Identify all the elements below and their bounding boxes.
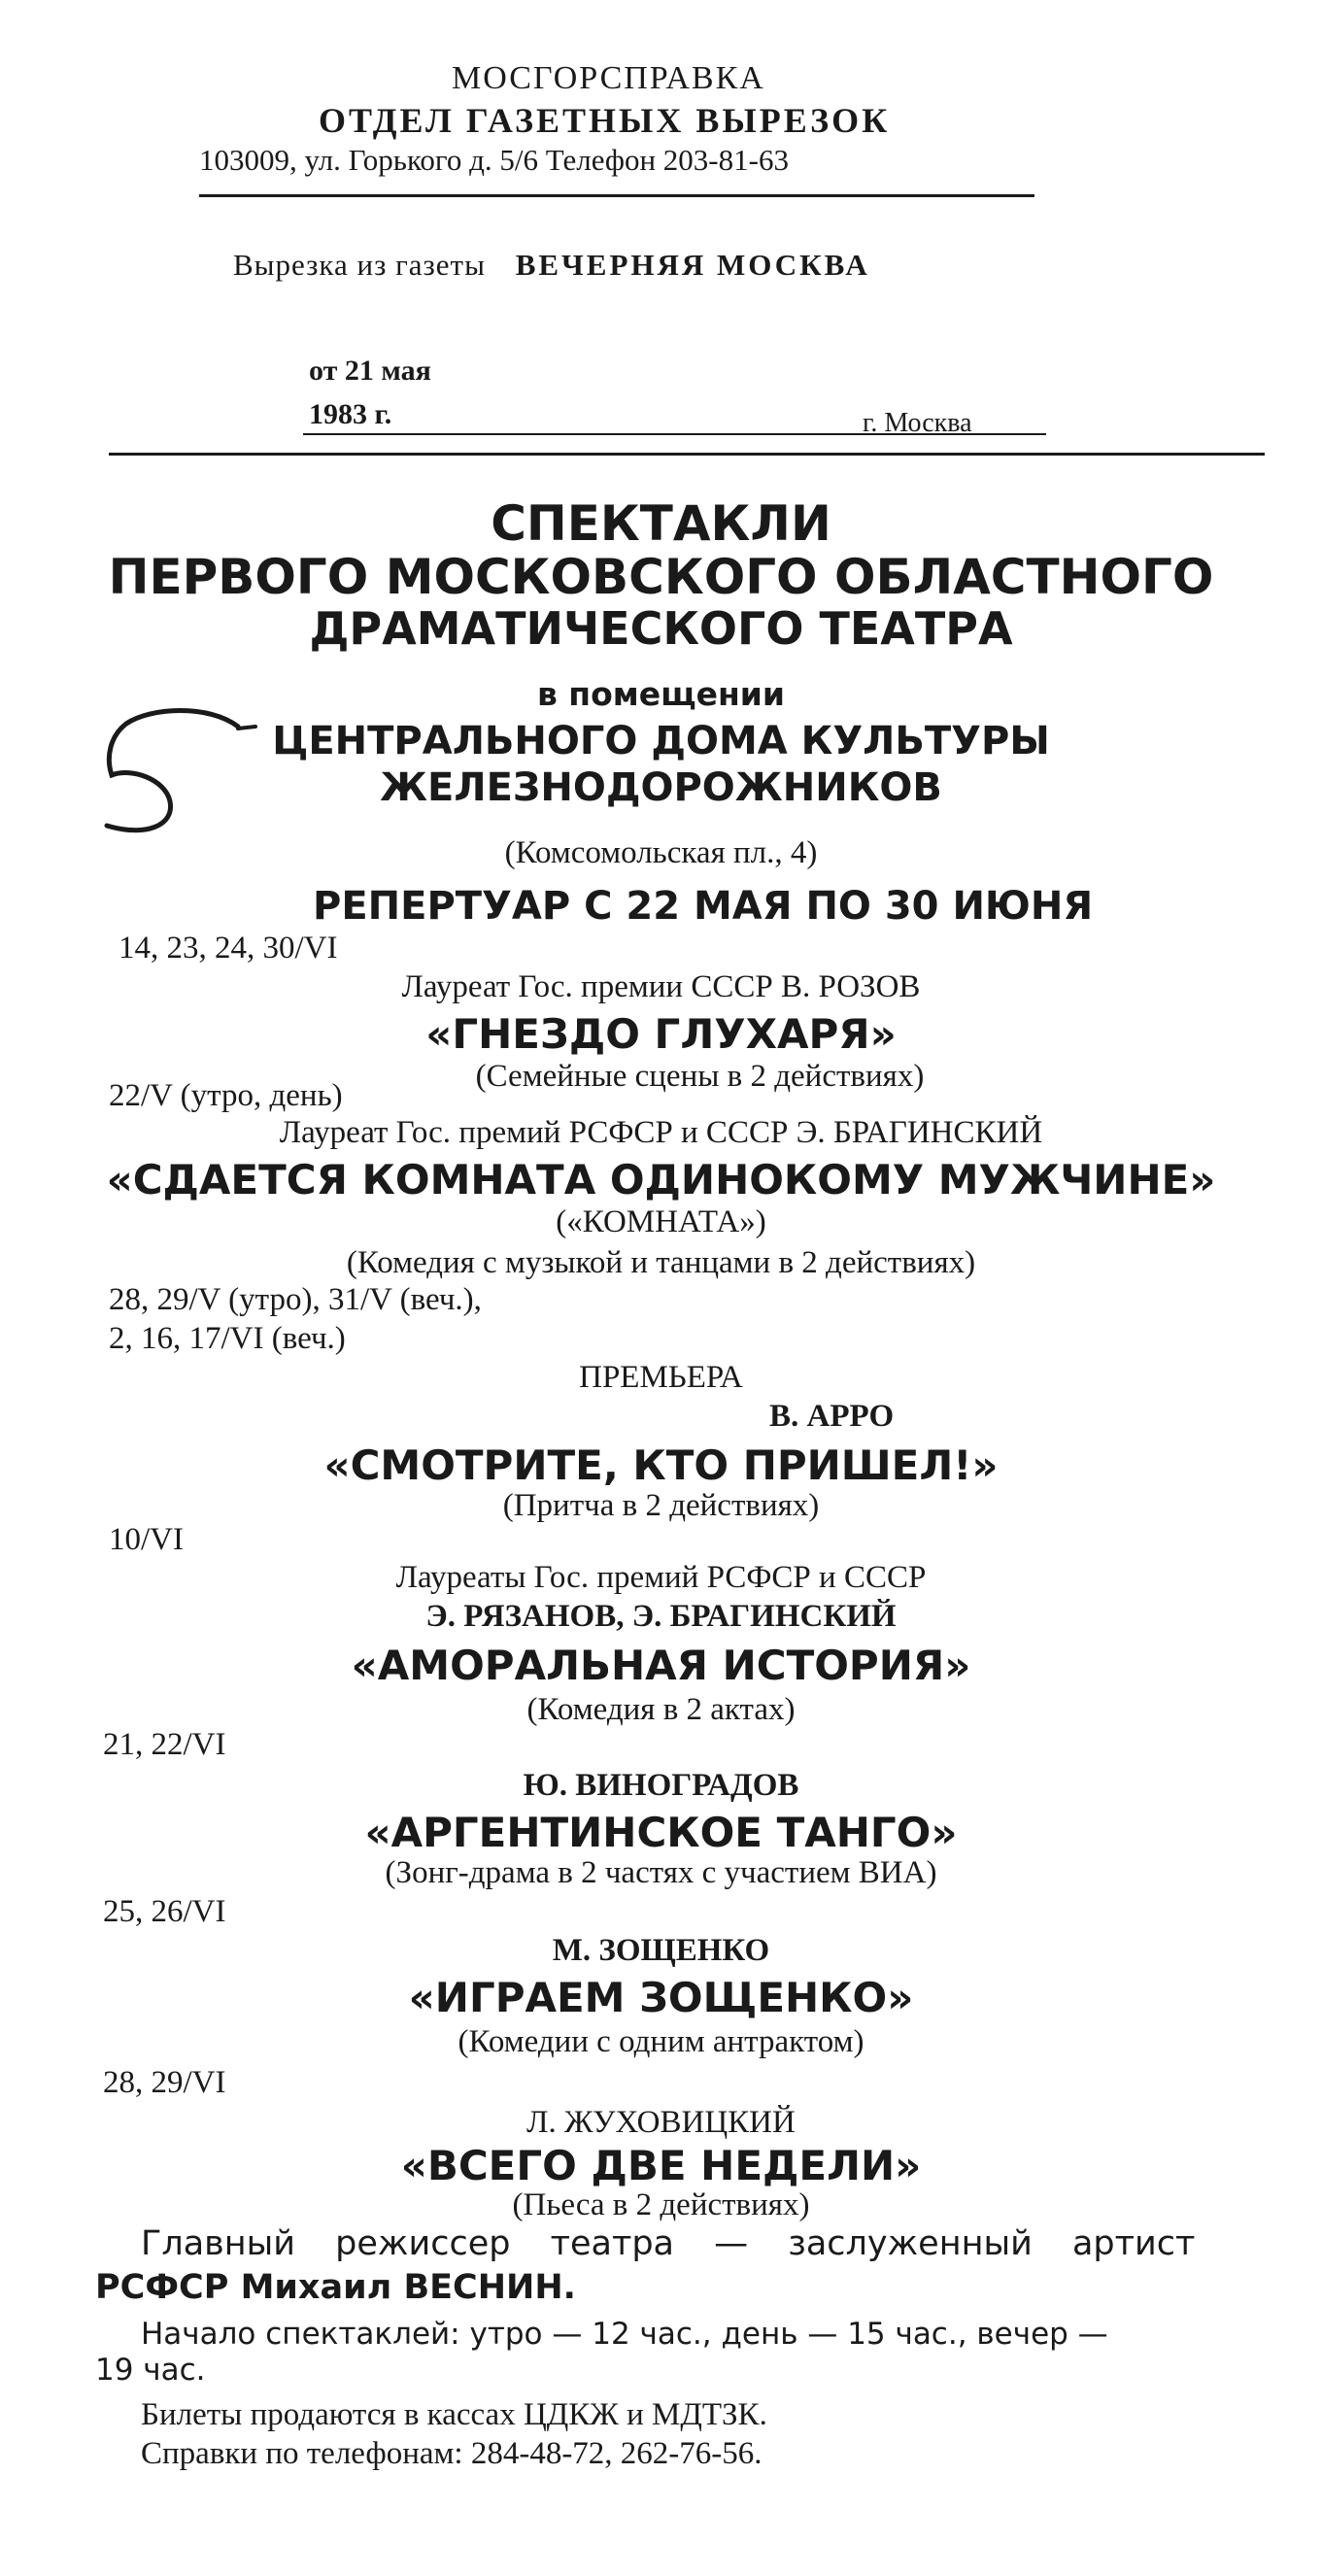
play-title: «АМОРАЛЬНАЯ ИСТОРИЯ»: [351, 1642, 971, 1689]
header-divider: [199, 194, 1034, 197]
venue-prefix: в помещении: [536, 675, 786, 713]
title-line-2: ПЕРВОГО МОСКОВСКОГО ОБЛАСТНОГО: [108, 549, 1214, 605]
clipping-source: [233, 248, 870, 283]
play-author: М. ЗОЩЕНКО: [552, 1933, 770, 1968]
play-genre: (Комедия в 2 актах): [526, 1692, 796, 1727]
play-title: «ВСЕГО ДВЕ НЕДЕЛИ»: [400, 2142, 922, 2189]
play-title: «СДАЕТСЯ КОМНАТА ОДИНОКОМУ МУЖЧИНЕ»: [106, 1156, 1216, 1203]
newspaper-name: ВЕЧЕРНЯЯ МОСКВА: [515, 248, 870, 282]
play-genre: (Семейные сцены в 2 действиях): [475, 1059, 925, 1094]
play-author: Л. ЖУХОВИЦКИЙ: [526, 2105, 796, 2140]
play-author: Лауреат Гос. премии СССР В. РОЗОВ: [401, 969, 921, 1004]
play-author: Лауреаты Гос. премий РСФСР и СССР: [395, 1560, 927, 1595]
agency-address: 103009, ул. Горького д. 5/6 Телефон 203-81-63: [199, 143, 789, 177]
play-title: «АРГЕНТИНСКОЕ ТАНГО»: [364, 1809, 958, 1856]
clipping-source-label: Вырезка из газеты: [233, 248, 486, 282]
venue-address: (Комсомольская пл., 4): [504, 835, 818, 870]
play-dates: 10/VI: [109, 1522, 184, 1557]
play-title: «ГНЕЗДО ГЛУХАРЯ»: [425, 1010, 897, 1058]
clipping-year: 1983 г.: [309, 398, 392, 430]
play-title: «СМОТРИТЕ, КТО ПРИШЕЛ!»: [323, 1441, 999, 1489]
play-dates-continued: 2, 16, 17/VI (веч.): [109, 1321, 346, 1356]
premiere-label: ПРЕМЬЕРА: [579, 1360, 743, 1395]
department-name: ОТДЕЛ ГАЗЕТНЫХ ВЫРЕЗОК: [319, 101, 891, 140]
play-author: Лауреат Гос. премий РСФСР и СССР Э. БРАГИНСКИЙ: [279, 1115, 1043, 1150]
play-genre: (Пьеса в 2 действиях): [512, 2187, 810, 2222]
tickets-info: Билеты продаются в кассах ЦДКЖ и МДТЗК.: [141, 2397, 767, 2432]
title-line-1: СПЕКТАКЛИ: [491, 495, 831, 552]
play-dates: 21, 22/VI: [103, 1727, 226, 1762]
play-dates: 14, 23, 24, 30/VI: [119, 931, 338, 966]
show-times-line-2: 19 час.: [95, 2353, 206, 2388]
play-genre: (Зонг-драма в 2 частях с участием ВИА): [385, 1855, 937, 1890]
play-dates: 28, 29/V (утро), 31/V (веч.),: [109, 1282, 482, 1317]
play-dates: 22/V (утро, день): [109, 1078, 343, 1113]
play-genre: (Притча в 2 действиях): [502, 1488, 820, 1523]
play-subtitle: («КОМНАТА»): [556, 1204, 766, 1239]
venue-line-2: ЖЕЛЕЗНОДОРОЖНИКОВ: [380, 765, 942, 810]
stamp-bottom-divider: [109, 453, 1265, 456]
play-genre: (Комедия с музыкой и танцами в 2 действиях): [346, 1245, 976, 1280]
repertoire-heading: РЕПЕРТУАР С 22 МАЯ ПО 30 ИЮНЯ: [313, 884, 1094, 929]
show-times-line-1: Начало спектаклей: утро — 12 час., день — 15 час., вечер —: [141, 2317, 1108, 2352]
play-dates: 25, 26/VI: [103, 1894, 226, 1929]
director-line-2: РСФСР Михаил ВЕСНИН.: [95, 2268, 576, 2307]
play-author: В. АРРО: [769, 1399, 895, 1434]
agency-name: МОСГОРСПРАВКА: [452, 60, 765, 96]
clipping-city: г. Москва: [863, 408, 972, 438]
phone-info: Справки по телефонам: 284-48-72, 262-76-56.: [141, 2436, 763, 2471]
clipping-date: от 21 мая: [309, 355, 431, 387]
play-author: Ю. ВИНОГРАДОВ: [523, 1768, 799, 1803]
play-dates: 28, 29/VI: [103, 2065, 226, 2100]
play-author-names: Э. РЯЗАНОВ, Э. БРАГИНСКИЙ: [425, 1599, 897, 1634]
play-genre: (Комедии с одним антрактом): [458, 2024, 864, 2059]
play-title: «ИГРАЕМ ЗОЩЕНКО»: [408, 1974, 914, 2021]
title-line-3: ДРАМАТИЧЕСКОГО ТЕАТРА: [309, 602, 1013, 655]
director-line-1: Главный режиссер театра — заслуженный артист: [141, 2224, 1196, 2263]
venue-line-1: ЦЕНТРАЛЬНОГО ДОМА КУЛЬТУРЫ: [272, 719, 1050, 763]
